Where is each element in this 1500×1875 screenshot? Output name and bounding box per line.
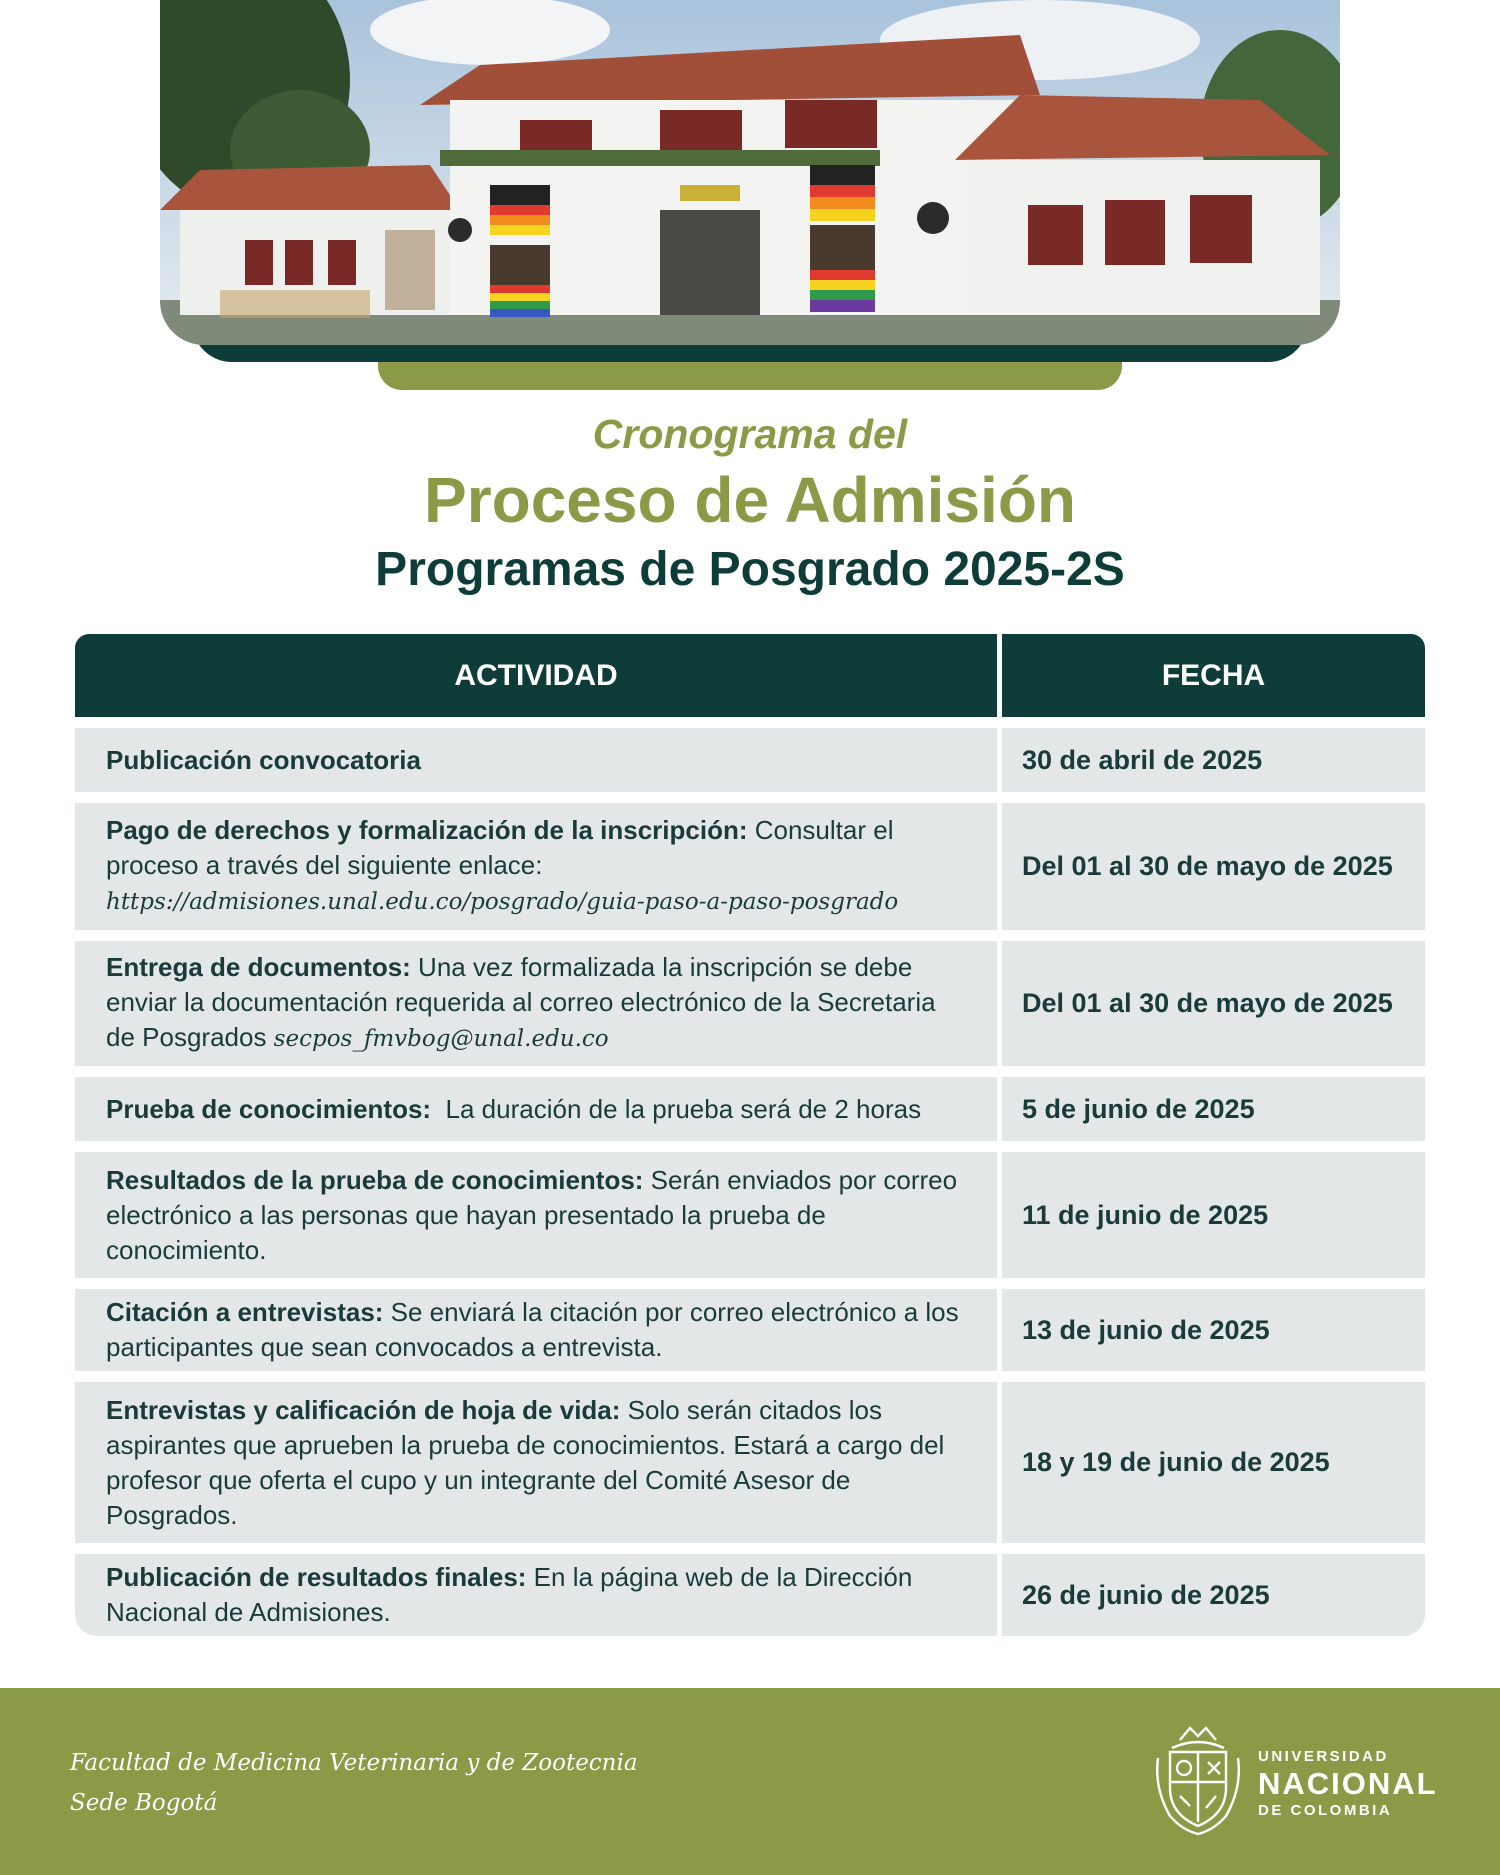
activity-cell xyxy=(75,728,997,792)
date-cell: 18 y 19 de junio de 2025 xyxy=(1002,1382,1425,1543)
activity-cell xyxy=(75,941,997,1066)
date-cell: Del 01 al 30 de mayo de 2025 xyxy=(1002,941,1425,1066)
university-logo xyxy=(1258,1748,1438,1820)
footer xyxy=(0,1688,1500,1875)
university-seal-icon xyxy=(1150,1718,1246,1838)
table-row xyxy=(75,803,1425,930)
activity-cell xyxy=(75,1289,997,1371)
faculty-info xyxy=(70,1743,638,1823)
logo-line-universidad: UNIVERSIDAD xyxy=(1258,1748,1389,1765)
table-header xyxy=(75,634,1425,717)
table-row xyxy=(75,728,1425,792)
table-row xyxy=(75,1077,1425,1141)
activity-cell xyxy=(75,1077,997,1141)
activity-description: Se enviará la citación por correo electrónico a los participantes que sean convocados a entrevista. xyxy=(106,1297,959,1362)
activity-description: Solo serán citados los aspirantes que aprueben la prueba de conocimientos. Estará a cargo del profesor que oferta el cupo y un integrante del Comité Asesor de Posgrados. xyxy=(106,1394,945,1530)
date-cell: Del 01 al 30 de mayo de 2025 xyxy=(1002,803,1425,930)
activity-cell xyxy=(75,1152,997,1278)
table-row xyxy=(75,1289,1425,1371)
activity-label: Entrega de documentos: xyxy=(106,952,411,982)
activity-description: Consultar el proceso a través del siguiente enlace: xyxy=(106,815,894,880)
date-cell: 11 de junio de 2025 xyxy=(1002,1152,1425,1278)
admissions-guide-link[interactable]: https://admisiones.unal.edu.co/posgrado/guia-paso-a-paso-posgrado xyxy=(106,889,899,915)
date-cell: 26 de junio de 2025 xyxy=(1002,1554,1425,1636)
activity-label: Prueba de conocimientos: xyxy=(106,1093,432,1124)
date-cell: 5 de junio de 2025 xyxy=(1002,1077,1425,1141)
activity-description: Serán enviados por correo electrónico a las personas que hayan presentado la prueba de conocimiento. xyxy=(106,1164,958,1265)
activity-label: Pago de derechos y formalización de la inscripción: xyxy=(106,815,748,845)
schedule-table xyxy=(75,634,1425,1636)
activity-description: En la página web de la Dirección Nacional de Admisiones. xyxy=(106,1562,913,1627)
table-row xyxy=(75,1382,1425,1543)
campus-name: Sede Bogotá xyxy=(70,1790,218,1816)
activity-label: Publicación convocatoria xyxy=(106,744,421,775)
table-row xyxy=(75,1152,1425,1278)
activity-cell xyxy=(75,1382,997,1543)
table-row xyxy=(75,1554,1425,1636)
faculty-building-photo xyxy=(160,0,1340,345)
title-proceso-admision: Proceso de Admisión xyxy=(424,464,1076,536)
title-cronograma: Cronograma del xyxy=(592,411,908,457)
faculty-name: Facultad de Medicina Veterinaria y de Zootecnia xyxy=(70,1750,638,1776)
logo-line-colombia: DE COLOMBIA xyxy=(1258,1802,1393,1819)
activity-description: Una vez formalizada la inscripción se debe enviar la documentación requerida al correo electrónico de la Secretaria de Posgrados xyxy=(106,952,936,1052)
header-activity: ACTIVIDAD xyxy=(75,634,997,717)
activity-cell xyxy=(75,1554,997,1636)
title-block xyxy=(0,408,1500,600)
activity-cell xyxy=(75,803,997,930)
table-row xyxy=(75,941,1425,1066)
logo-line-nacional: NACIONAL xyxy=(1258,1766,1438,1801)
title-programas-posgrado: Programas de Posgrado 2025-2S xyxy=(375,543,1125,596)
activity-label: Entrevistas y calificación de hoja de vida: xyxy=(106,1394,621,1425)
date-cell: 30 de abril de 2025 xyxy=(1002,728,1425,792)
activity-label: Citación a entrevistas: xyxy=(106,1297,384,1327)
activity-label: Publicación de resultados finales: xyxy=(106,1562,527,1592)
secretaria-email-link[interactable]: secpos_fmvbog@unal.edu.co xyxy=(273,1026,609,1052)
activity-description: La duración de la prueba será de 2 horas xyxy=(431,1093,922,1124)
date-cell: 13 de junio de 2025 xyxy=(1002,1289,1425,1371)
activity-label: Resultados de la prueba de conocimientos: xyxy=(106,1164,644,1195)
header-date: FECHA xyxy=(1002,634,1425,717)
